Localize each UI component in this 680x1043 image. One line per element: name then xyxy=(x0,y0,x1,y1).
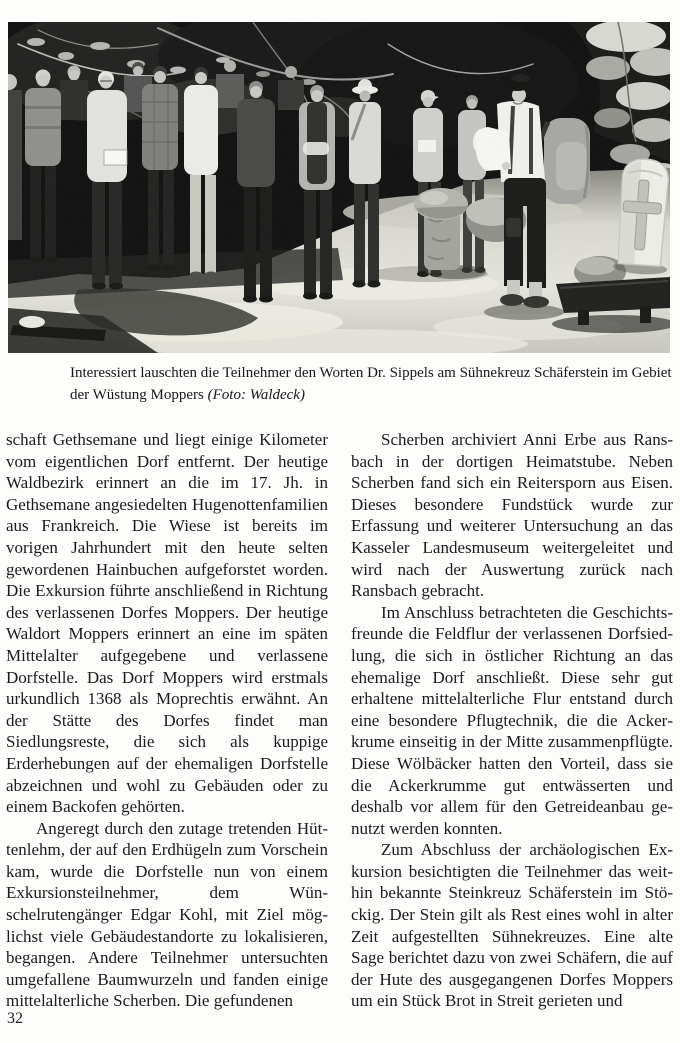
article-body xyxy=(6,429,673,1012)
caption-text: Interessiert lauschten die Teilnehmer den Worten Dr. Sippels am Sühnekreuz Schäferstein im Gebiet der Wüstung Moppers xyxy=(70,365,672,403)
excursion-photo-scene xyxy=(8,22,670,353)
excursion-photo xyxy=(8,22,670,353)
column-right xyxy=(351,429,673,1012)
paragraph-left-1: schaft Gethsemane und liegt einige Kilometer vom eigentlichen Dorf entfernt. Der heutige Waldbezirk erinnert an die im 17. Jh. in Gethsemane angesiedelten Hugenottenfamilien aus Frankreich. Die Wiese ist bereits im vorigen Jahrhundert mit den heute selten gewordenen Hainbuchen aufgeforstet worden. Die Exkursion führte anschließend in Richtung des verlassenen Dorfes Moppers. Der heutige Waldort Moppers erinnert an eine im späten Mittelalter aufgegebene und verlassene Dorfstelle. Das Dorf Moppers wird erstmals urkundlich 1368 als Moprechtis erwähnt. An der Stätte des Dorfes findet man Siedlungsreste, die sich als kuppige Erderhebungen auf der ehemaligen Dorfstelle abzeichnen und wohl zu Gebäuden oder zu einem Backofen gehörten. xyxy=(6,430,328,817)
paragraph-right-1: Scherben archiviert Anni Erbe aus Ransbach in der dortigen Heimatstube. Neben Scherben fand sich ein Reitersporn aus Eisen. Dieses besondere Fundstück wurde zur Erfassung und weiterer Untersuchung an das Kasseler Landesmuseum weitergeleitet und wird nach der Auswertung zurück nach Ransbach gebracht. xyxy=(351,430,673,601)
paragraph-right-2: Im Anschluss betrachteten die Geschichtsfreunde die Feldflur der verlassenen Dorfsiedlung, die sich in östlicher Richtung an das ehemalige Dorf anschließt. Diese sehr gut erhaltene mittelalterliche Flur entstand durch eine besondere Pflugtechnik, die die Ackerkrume einseitig in der Mitte zusammenpflügte. Diese Wölbäcker hatten den Vorteil, dass sie die Ackerkrumme gut entwässerten und deshalb vor allem für den Getreideanbau genutzt werden konnten. xyxy=(351,602,673,838)
column-left xyxy=(6,429,328,1012)
caption-credit: (Foto: Waldeck) xyxy=(207,387,305,403)
paragraph-right-3: Zum Abschluss der archäologischen Exkursion besichtigten die Teilnehmer das weithin bekannte Steinkreuz Schäferstein im Stöckig. Der Stein gilt als Rest eines wohl in alter Zeit aufgestellten Sühnekreuzes. Eine alte Sage berichtet dazu von zwei Schäfern, die auf der Hute des ausgegangenen Dorfes Moppers um ein Stück Brot in Streit gerieten und xyxy=(351,840,673,1011)
page-number: 32 xyxy=(7,1010,23,1027)
photo-caption xyxy=(70,362,674,406)
paragraph-left-2: Angeregt durch den zutage tretenden Hüttenlehm, der auf den Erdhügeln zum Vorschein kam, wurde die Dorfstelle nun von einem Exkursionsteilnehmer, dem Wünschelrutengänger Edgar Kohl, mit Ziel möglichst viele Gebäudestandorte zu lokalisieren, begangen. Andere Teilnehmer untersuchten umgefallene Baumwurzeln und fanden einige mittelalterliche Scherben. Die gefundenen xyxy=(6,818,328,1011)
photo-grain-overlay xyxy=(8,22,670,353)
